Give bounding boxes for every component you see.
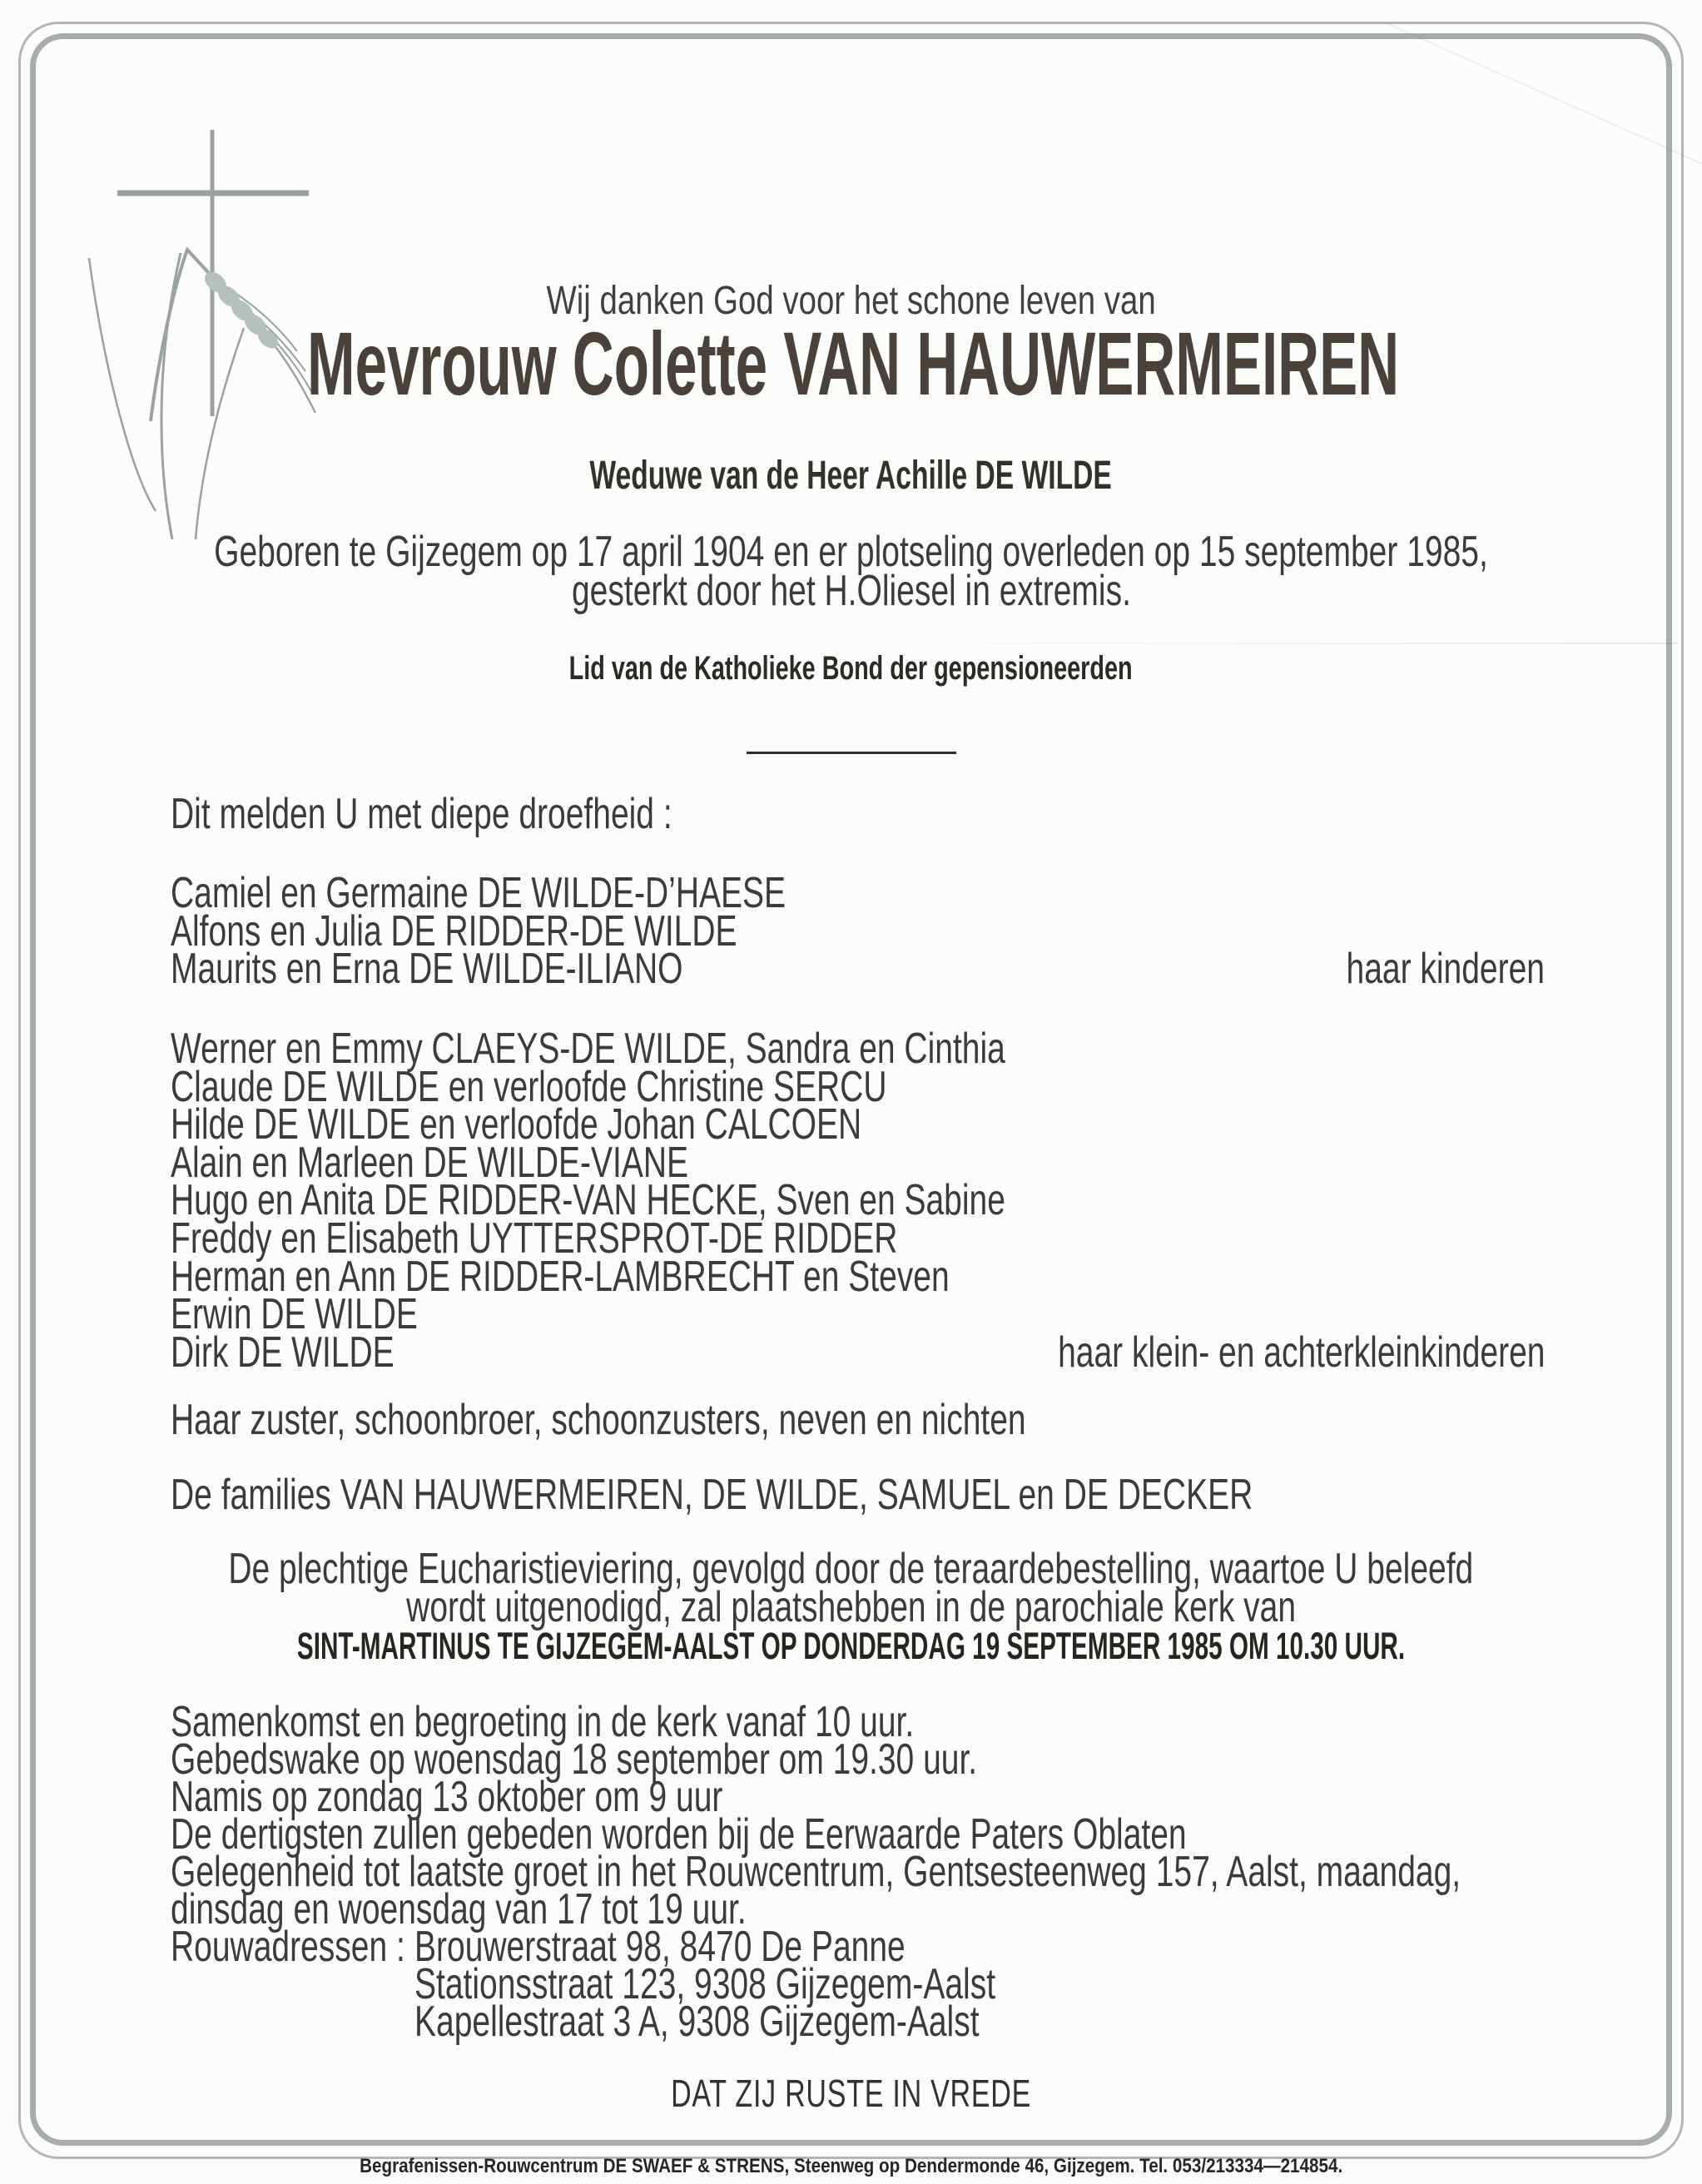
widow-subtitle-text: Weduwe van de Heer Achille DE WILDE (589, 454, 1113, 498)
deceased-name-text: Mevrouw Colette VAN HAUWERMEIREN (307, 313, 1400, 414)
list-item: Freddy en Elisabeth UYTTERSPROT-DE RIDDER (171, 1214, 898, 1263)
closing-line (0, 2074, 1702, 2113)
deceased-name-title (0, 313, 1702, 414)
list-item: Gelegenheid tot laatste groet in het Rouwcentrum, Gentsesteenweg 157, Aalst, maandag, (171, 1848, 1461, 1896)
church-date-line (0, 1627, 1702, 1665)
list-item: Gebedswake op woensdag 18 september om 19.30 uur. (171, 1735, 978, 1784)
church-date-text: SINT-MARTINUS TE GIJZEGEM-AALST OP DONDERDAG 19 SEPTEMBER 1985 OM 10.30 UUR. (296, 1625, 1406, 1667)
list-item: Alain en Marleen DE WILDE-VIANE (171, 1138, 689, 1187)
ceremony-line: De plechtige Eucharistieviering, gevolgd door de teraardebestelling, waartoe U beleefd (228, 1545, 1474, 1593)
sacrament-line: gesterkt door het H.Oliesel in extremis. (571, 567, 1131, 615)
scan-crease-horizontal (841, 643, 1677, 644)
relatives-line: Haar zuster, schoonbroer, schoonzusters, neven en nichten (171, 1396, 1026, 1444)
list-item: Samenkomst en begroeting in de kerk vanaf 10 uur. (171, 1698, 915, 1746)
funeral-home-text: Begrafenissen-Rouwcentrum DE SWAEF & STRENS, Steenweg op Dendermonde 46, Gijzegem. Tel. 053/213334—214854. (359, 2155, 1343, 2177)
mourning-address-label: Rouwadressen : (171, 1923, 405, 1971)
children-relation-label: haar kinderen (1346, 945, 1545, 993)
birth-death-line: Geboren te Gijzegem op 17 april 1904 en er plotseling overleden op 15 september 1985, (214, 528, 1488, 576)
membership-line (0, 651, 1702, 686)
list-item: Claude DE WILDE en verloofde Christine SERCU (171, 1062, 887, 1111)
list-item: Alfons en Julia DE RIDDER-DE WILDE (171, 906, 737, 956)
closing-text: DAT ZIJ RUSTE IN VREDE (670, 2072, 1031, 2115)
mourning-address: Stationsstraat 123, 9308 Gijzegem-Aalst (414, 1960, 996, 2008)
membership-text: Lid van de Katholieke Bond der gepensioneerden (569, 650, 1133, 687)
list-item: Hilde DE WILDE en verloofde Johan CALCOEN (171, 1100, 862, 1149)
intro-text: Wij danken God voor het schone leven van (546, 279, 1156, 323)
funeral-home-footer (0, 2156, 1702, 2177)
grandchildren-relation-label: haar klein- en achterkleinkinderen (1057, 1328, 1545, 1377)
list-item: dinsdag en woensdag van 17 tot 19 uur. (171, 1885, 747, 1933)
scan-crease-diagonal (1385, 22, 1702, 180)
practical-info-list (171, 1698, 1702, 1933)
grandchildren-list (171, 1025, 1283, 1377)
mourning-address-list (414, 1960, 1189, 2046)
list-item: Hugo en Anita DE RIDDER-VAN HECKE, Sven en Sabine (171, 1176, 1005, 1225)
list-item: Camiel en Germaine DE WILDE-D’HAESE (171, 869, 786, 917)
mourning-address: Brouwerstraat 98, 8470 De Panne (414, 1923, 906, 1971)
mourning-address: Kapellestraat 3 A, 9308 Gijzegem-Aalst (414, 1998, 980, 2046)
announcement-text: Dit melden U met diepe droefheid : (171, 790, 672, 838)
list-item: Maurits en Erna DE WILDE-ILIANO (171, 945, 683, 994)
announcement-line (171, 790, 840, 838)
section-divider-rule (747, 752, 956, 754)
families-line: De families VAN HAUWERMEIREN, DE WILDE, SAMUEL en DE DECKER (171, 1471, 1253, 1519)
list-item: Namis op zondag 13 oktober om 9 uur (171, 1773, 723, 1821)
list-item: Werner en Emmy CLAEYS-DE WILDE, Sandra en Cinthia (171, 1025, 1005, 1073)
children-list (171, 869, 990, 994)
birth-death-paragraph (0, 528, 1702, 615)
widow-subtitle (0, 454, 1702, 498)
list-item: De dertigsten zullen gebeden worden bij de Eerwaarde Paters Oblaten (171, 1810, 1187, 1859)
ceremony-paragraph (0, 1545, 1702, 1631)
list-item: Erwin DE WILDE (171, 1290, 418, 1339)
ceremony-line: wordt uitgenodigd, zal plaatshebben in de parochiale kerk van (406, 1583, 1296, 1631)
list-item: Dirk DE WILDE (171, 1328, 394, 1377)
list-item: Herman en Ann DE RIDDER-LAMBRECHT en Steven (171, 1252, 950, 1301)
